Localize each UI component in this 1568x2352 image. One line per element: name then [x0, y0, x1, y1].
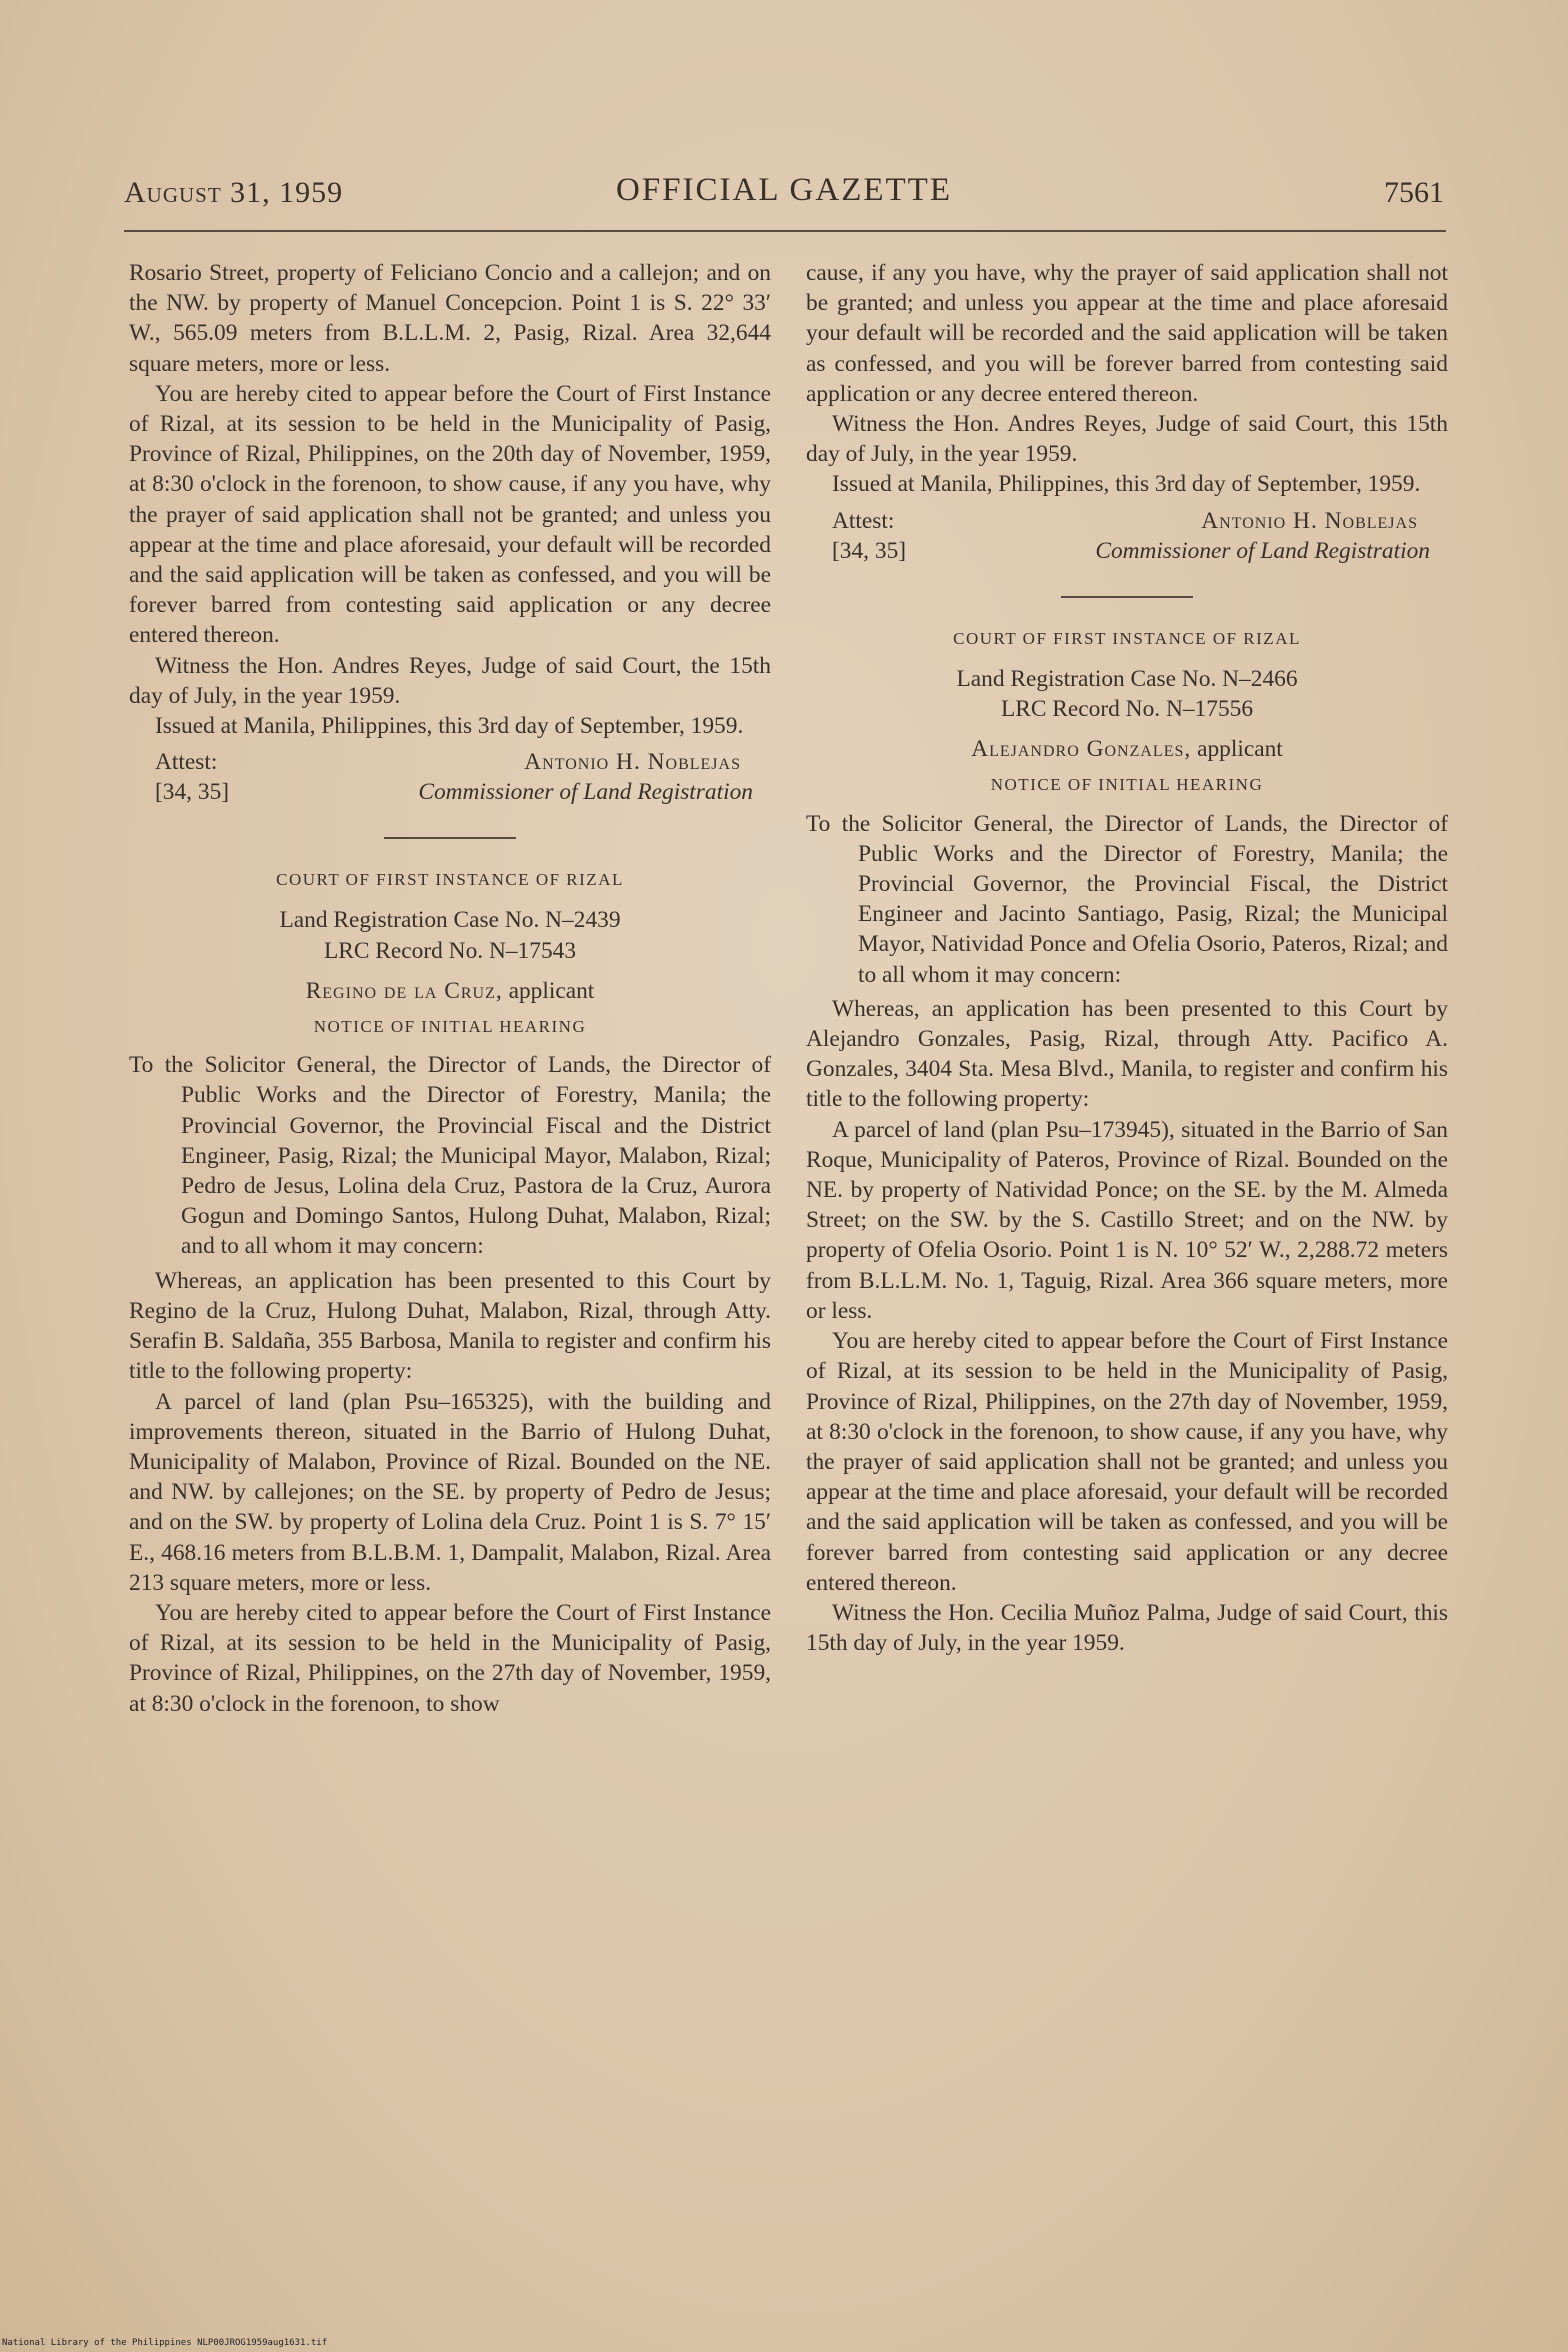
page-header	[124, 172, 1444, 222]
left-record-number: LRC Record No. N–17543	[323, 937, 577, 964]
right-applicant-label: applicant	[1197, 736, 1283, 763]
right-paragraph-1: cause, if any you have, why the prayer of said application shall not be granted; and unless you appear at the time and place aforesaid your default will be recorded and the said application will be taken as confessed, and you will be forever barred from contesting said application or any decree entered thereon.	[806, 260, 1448, 407]
right-addressees: To the Solicitor General, the Director of Lands, the Director of Public Works and the Director of Forestry, Manila; the Provincial Governor, the Provincial Fiscal, the District Engineer and Jacinto Santiago, Pasig, Rizal; the Municipal Mayor, Natividad Ponce and Ofelia Osorio, Pateros, Rizal; and to all whom it may concern:	[806, 810, 1448, 988]
header-page-number: 7561	[1384, 176, 1444, 209]
header-date: August 31, 1959	[124, 176, 344, 209]
left-attest-label: Attest:	[155, 749, 218, 776]
header-rule	[124, 230, 1446, 232]
left-attest-title: Commissioner of Land Registration	[418, 779, 753, 806]
left-case-number: Land Registration Case No. N–2439	[279, 907, 621, 934]
left-applicant-name: Regino de la Cruz,	[305, 977, 503, 1004]
left-applicant-label: applicant	[508, 977, 595, 1004]
left-paragraph-3: Witness the Hon. Andres Reyes, Judge of said Court, the 15th day of July, in the year 1959.	[129, 652, 771, 709]
left-court-heading: COURT OF FIRST INSTANCE OF RIZAL	[276, 870, 624, 890]
left-notice-heading: NOTICE OF INITIAL HEARING	[313, 1017, 587, 1037]
left-paragraph-6: A parcel of land (plan Psu–165325), with the building and improvements thereon, situated in the Barrio of Hulong Duhat, Municipality of Malabon, Province of Rizal. Bounded on the NE. and NW. by callejones; on the SE. by property of Pedro de Jesus; and on the SW. by property of Lolina dela Cruz. Point 1 is S. 7° 15′ E., 468.16 meters from B.L.B.M. 1, Dampalit, Malabon, Rizal. Area 213 square meters, more or less.	[129, 1388, 771, 1596]
left-separator	[384, 837, 516, 839]
right-paragraph-7: Witness the Hon. Cecilia Muñoz Palma, Judge of said Court, this 15th day of July, in the year 1959.	[806, 1599, 1448, 1657]
right-applicant	[806, 734, 1448, 764]
right-record-number: LRC Record No. N–17556	[1000, 696, 1254, 723]
right-attest-label: Attest:	[832, 507, 895, 534]
right-paragraph-2: Witness the Hon. Andres Reyes, Judge of said Court, this 15th day of July, in the year 1959.	[806, 411, 1448, 468]
right-attest-name: Antonio H. Noblejas	[1201, 507, 1418, 534]
right-attest-title: Commissioner of Land Registration	[1095, 537, 1430, 564]
right-column	[806, 258, 1448, 1658]
right-applicant-name: Alejandro Gonzales,	[971, 736, 1192, 763]
right-case-number: Land Registration Case No. N–2466	[956, 665, 1298, 692]
left-paragraph-7: You are hereby cited to appear before the Court of First Instance of Rizal, at its session to be held in the Municipality of Pasig, Province of Rizal, Philippines, on the 27th day of November, 1959, at 8:30 o'clock in the forenoon, to show	[129, 1599, 771, 1717]
right-notice-heading: NOTICE OF INITIAL HEARING	[990, 775, 1264, 795]
left-attest-block	[129, 747, 771, 811]
right-paragraph-4: Whereas, an application has been presented to this Court by Alejandro Gonzales, Pasig, Rizal, through Atty. Pacifico A. Gonzales, 3404 Sta. Mesa Blvd., Manila, to register and confirm his title to the following property:	[806, 995, 1448, 1113]
right-paragraph-3: Issued at Manila, Philippines, this 3rd day of September, 1959.	[832, 471, 1421, 498]
right-paragraph-5: A parcel of land (plan Psu–173945), situated in the Barrio of San Roque, Municipality of Pateros, Province of Rizal. Bounded on the NE. by property of Natividad Ponce; on the SE. by the M. Almeda Street; on the SW. by the S. Castillo Street; and on the NW. by property of Ofelia Osorio. Point 1 is N. 10° 52′ W., 2,288.72 meters from B.L.L.M. No. 1, Taguig, Rizal. Area 366 square meters, more or less.	[806, 1116, 1448, 1324]
right-paragraph-6: You are hereby cited to appear before the Court of First Instance of Rizal, at its session to be held in the Municipality of Pasig, Province of Rizal, Philippines, on the 27th day of November, 1959, at 8:30 o'clock in the forenoon, to show cause, if any you have, why the prayer of said application shall not be granted; and unless you appear at the time and place aforesaid, your default will be recorded and the said application will be taken as confessed, and you will be forever barred from contesting said application or any decree entered thereon.	[806, 1328, 1448, 1596]
left-attest-ref: [34, 35]	[155, 779, 230, 806]
right-attest-ref: [34, 35]	[832, 537, 907, 564]
scan-footer: National Library of the Philippines NLP00JROG1959aug1631.tif	[2, 2338, 328, 2348]
left-addressees: To the Solicitor General, the Director of Lands, the Director of Public Works and the Director of Forestry, Manila; the Provincial Governor, the Provincial Fiscal and the District Engineer, Pasig, Rizal; the Municipal Mayor, Malabon, Rizal; Pedro de Jesus, Lolina dela Cruz, Pastora de la Cruz, Aurora Gogun and Domingo Santos, Hulong Duhat, Malabon, Rizal; and to all whom it may concern:	[129, 1052, 771, 1260]
left-paragraph-2: You are hereby cited to appear before the Court of First Instance of Rizal, at its session to be held in the Municipality of Pasig, Province of Rizal, Philippines, on the 20th day of November, 1959, at 8:30 o'clock in the forenoon, to show cause, if any you have, why the prayer of said application shall not be granted; and unless you appear at the time and place aforesaid, your default will be recorded and the said application will be taken as confessed, and you will be forever barred from contesting said application or any decree entered thereon.	[129, 380, 771, 649]
left-applicant	[129, 976, 771, 1006]
left-paragraph-4: Issued at Manila, Philippines, this 3rd day of September, 1959.	[155, 713, 744, 740]
left-paragraph-1: Rosario Street, property of Feliciano Concio and a callejon; and on the NW. by property of Manuel Concepcion. Point 1 is S. 22° 33′ W., 565.09 meters from B.L.L.M. 2, Pasig, Rizal. Area 32,644 square meters, more or less.	[129, 260, 771, 377]
left-column	[129, 258, 771, 1719]
right-attest-block	[806, 506, 1448, 570]
left-attest-name: Antonio H. Noblejas	[524, 749, 741, 776]
right-court-heading: COURT OF FIRST INSTANCE OF RIZAL	[953, 628, 1301, 648]
left-paragraph-5: Whereas, an application has been presented to this Court by Regino de la Cruz, Hulong Duhat, Malabon, Rizal, through Atty. Serafin B. Saldaña, 355 Barbosa, Manila to register and confirm his title to the following property:	[129, 1267, 771, 1385]
header-title: OFFICIAL GAZETTE	[616, 172, 952, 208]
right-separator	[1061, 596, 1193, 598]
